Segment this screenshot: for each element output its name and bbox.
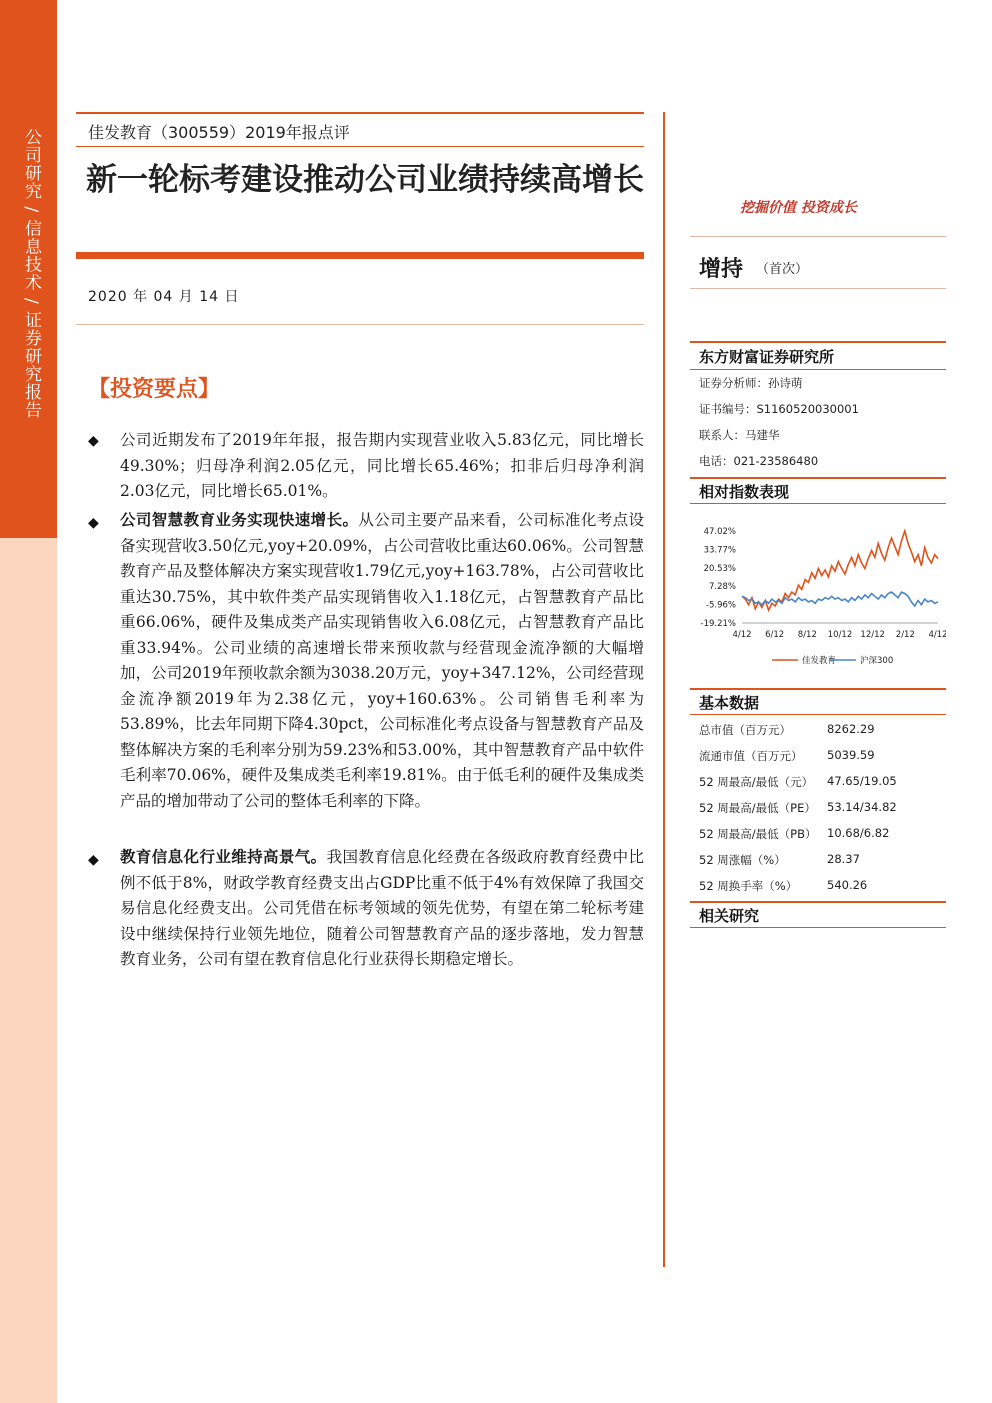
institute-top-rule: [690, 341, 946, 343]
institute-name: 东方财富证券研究所: [699, 348, 835, 366]
basic-label: 52 周换手率（%）: [699, 879, 798, 893]
certificate-number: 证书编号：S1160520030001: [699, 402, 859, 416]
y-tick-label: 47.02%: [703, 527, 736, 537]
x-tick-label: 6/12: [765, 630, 785, 640]
x-tick-label: 4/12: [732, 630, 752, 640]
column-divider: [663, 112, 665, 1267]
performance-heading: 相对指数表现: [699, 483, 790, 501]
basic-value: 47.65/19.05: [827, 774, 897, 788]
subtitle-rule: [76, 146, 644, 147]
x-tick-label: 10/12: [827, 630, 853, 640]
institute-rule: [690, 369, 946, 370]
basic-label: 52 周涨幅（%）: [699, 853, 786, 867]
related-research-heading: 相关研究: [699, 907, 760, 925]
report-title: 新一轮标考建设推动公司业绩持续高增长: [86, 162, 644, 198]
x-tick-label: 8/12: [797, 630, 817, 640]
sidebar-band-light: [0, 538, 57, 1403]
y-tick-label: -5.96%: [705, 600, 736, 611]
analyst: 证券分析师：孙诗萌: [699, 376, 803, 390]
top-rule: [76, 112, 644, 114]
date-rule: [76, 324, 644, 325]
x-tick-label: 4/12: [928, 630, 946, 640]
paragraph-text: 公司近期发布了2019年年报，报告期内实现营业收入5.83亿元，同比增长49.30%；归母净利润2.05亿元，同比增长65.46%；扣非后归母净利润2.03亿元，同比增长65.01%。: [120, 431, 644, 500]
paragraph-text: 从公司主要产品来看，公司标准化考点设备实现营收3.50亿元,yoy+20.09%，占公司营收比重达60.06%。公司智慧教育产品及整体解决方案实现营收1.79亿元,yoy+163.78%，占公司营收比重达30.75%，其中软件类产品实现销售收入1.18亿元，占智慧教育产品比重66.06%，硬件及集成类产品实现销售收入6.08亿元，占智慧教育产品比重33.94%。公司业绩的高速增长带来预收款与经营现金流净额的大幅增加，公司2019年预收款余额为3038.20万元，yoy+347.12%，公司经营现金流净额2019年为2.38亿元，yoy+160.63%。公司销售毛利率为53.89%，比去年同期下降4.30pct，公司标准化考点设备与智慧教育产品及整体解决方案的毛利率分别为59.23%和53.00%，其中智慧教育产品中软件毛利率70.06%，硬件及集成类毛利率19.81%。由于低毛利的硬件及集成类产品的增加带动了公司的整体毛利率的下降。: [120, 511, 644, 810]
legend-label: 沪深300: [860, 656, 894, 666]
basic-data-heading: 基本数据: [699, 694, 760, 712]
relative-performance-chart: [690, 515, 946, 675]
y-tick-label: 20.53%: [703, 563, 736, 574]
rating-rule: [690, 288, 946, 289]
contact: 联系人：马建华: [699, 428, 780, 442]
paragraph-lead: 公司智慧教育业务实现快速增长。: [120, 511, 359, 529]
basic-value: 540.26: [827, 878, 868, 892]
rating-note: （首次）: [756, 262, 809, 277]
y-tick-label: -19.21%: [700, 619, 736, 629]
bullet-icon: ◆: [88, 852, 99, 868]
slogan: 挖掘价值 投资成长: [740, 200, 857, 216]
paragraph-1: [120, 428, 644, 505]
chart-svg: [690, 515, 946, 675]
paragraph-3: [120, 845, 644, 973]
report-subtitle: 佳发教育（300559）2019年报点评: [88, 123, 350, 142]
related-rule: [690, 927, 946, 928]
slogan-rule: [690, 236, 946, 237]
rating: 增持: [699, 257, 744, 282]
basic-label: 总市值（百万元）: [699, 723, 791, 737]
paragraph-text: 我国教育信息化经费在各级政府教育经费中比例不低于8%，财政学教育经费支出占GDP比重不低于4%有效保障了我国交易信息化经费支出。公司凭借在标考领域的领先优势，有望在第二轮标考建设中继续保持行业领先地位，随着公司智慧教育产品的逐步落地，发力智慧教育业务，公司有望在教育信息化行业获得长期稳定增长。: [120, 848, 644, 968]
y-tick-label: 7.28%: [708, 582, 736, 593]
basic-value: 53.14/34.82: [827, 800, 897, 814]
report-date: 2020 年 04 月 14 日: [88, 289, 240, 305]
x-tick-label: 2/12: [895, 630, 915, 640]
section-heading: 【投资要点】: [88, 377, 221, 402]
basic-top-rule: [690, 688, 946, 690]
basic-label: 52 周最高/最低（PE）: [699, 801, 816, 815]
basic-value: 10.68/6.82: [827, 826, 890, 840]
paragraph-2: [120, 508, 644, 814]
sidebar-category: 公司研究 / 信息技术 / 证券研究报告: [21, 128, 41, 420]
title-rule: [76, 252, 644, 259]
bullet-icon: ◆: [88, 433, 99, 449]
phone: 电话：021-23586480: [699, 454, 819, 468]
related-top-rule: [690, 901, 946, 903]
bullet-icon: ◆: [88, 515, 99, 531]
legend-label: 佳发教育: [802, 656, 837, 666]
basic-label: 52 周最高/最低（PB）: [699, 827, 817, 841]
basic-value: 8262.29: [827, 722, 875, 736]
basic-rule: [690, 714, 946, 715]
basic-label: 流通市值（百万元）: [699, 749, 803, 763]
basic-value: 28.37: [827, 852, 860, 866]
basic-label: 52 周最高/最低（元）: [699, 775, 814, 789]
perf-top-rule: [690, 477, 946, 479]
paragraph-lead: 教育信息化行业维持高景气。: [120, 848, 327, 866]
basic-value: 5039.59: [827, 748, 875, 762]
perf-rule: [690, 503, 946, 504]
y-tick-label: 33.77%: [703, 545, 736, 556]
x-tick-label: 12/12: [860, 630, 885, 640]
